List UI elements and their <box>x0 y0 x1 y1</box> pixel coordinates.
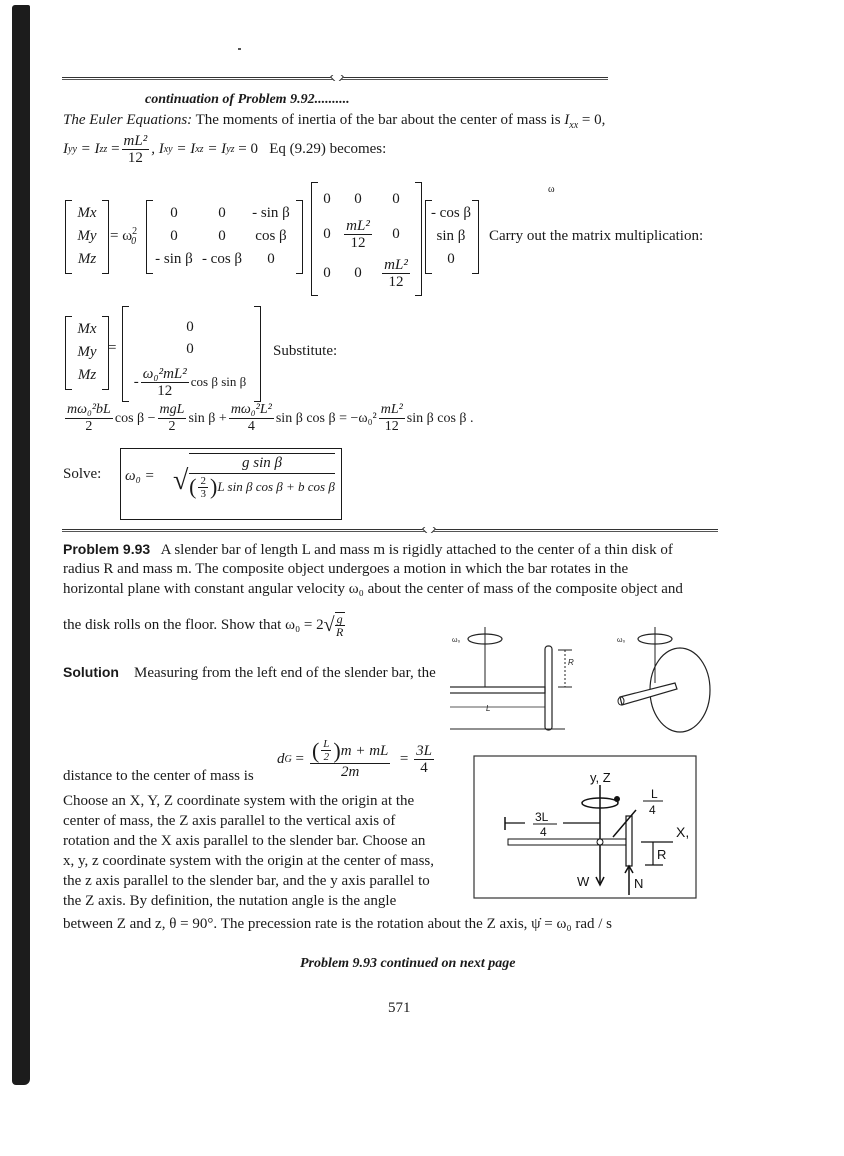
frac-num: mω₀²L² <box>230 402 272 417</box>
zero-tail: = 0 <box>238 141 258 157</box>
cm-equals: = <box>295 750 304 767</box>
omega-cell: - sin β <box>252 205 290 221</box>
half-length <box>321 738 331 763</box>
inertia-cell: 0 <box>323 225 331 242</box>
inertia-cell-fraction <box>382 257 410 290</box>
cm-denominator: 2m <box>340 764 360 780</box>
direction-vector <box>430 202 472 271</box>
sqrt-icon: √ <box>323 613 335 636</box>
direction-cell: - cos β <box>430 205 472 221</box>
cm-result <box>414 743 434 776</box>
cm-equation <box>277 738 436 780</box>
frac-den: 12 <box>388 273 404 290</box>
dist-den: 4 <box>540 825 547 839</box>
normal-label: N <box>634 876 644 891</box>
cm-equals-2: = <box>399 750 409 767</box>
problem-line-1 <box>63 541 673 559</box>
problem-line-3: horizontal plane with constant angular velocity ω₀ about the center of mass of the composite object and <box>63 581 683 597</box>
disk-edge <box>545 646 552 730</box>
cm-symbol: d <box>277 750 285 767</box>
cm-fraction: ( $\frac{L}{2}$ ) m + mL 2m <box>311 737 389 780</box>
moment-y: My <box>77 344 97 360</box>
moment-z: Mz <box>77 367 97 383</box>
section-divider-top <box>62 75 608 81</box>
free-body-diagram <box>473 755 698 900</box>
dist-num: 3L <box>535 810 549 824</box>
result-fraction <box>141 366 189 399</box>
result-vector <box>126 316 254 404</box>
moment-y: My <box>77 228 97 244</box>
frac-num: 2 <box>200 474 206 487</box>
slender-bar <box>508 839 626 845</box>
sub-term-4-tail: sin β cos β . <box>406 410 474 426</box>
ixz-symbol: = I <box>176 141 196 157</box>
omega-cell: 0 <box>218 205 226 221</box>
omega-cell: 0 <box>170 205 178 221</box>
cm-subscript: G <box>284 753 292 765</box>
problem-label: Problem 9.93 <box>63 541 151 557</box>
para-line: x, y, z coordinate system with the origin at the center of mass, <box>63 853 435 869</box>
iyy-symbol: I <box>63 141 68 157</box>
omega-coefficient <box>110 226 136 247</box>
frac-den: R <box>335 625 344 639</box>
slender-bar <box>450 687 545 693</box>
continued-note: Problem 9.93 continued on next page <box>300 956 516 971</box>
two-thirds <box>198 475 208 500</box>
frac-den: 12 <box>384 419 399 434</box>
iso-view-figure <box>615 625 725 735</box>
omega-cell: cos β <box>255 228 287 244</box>
length-label: L <box>486 704 491 713</box>
axis-yz-label: y, Z <box>590 770 611 785</box>
ixx-symbol: I <box>564 112 570 128</box>
result-tail: cos β sin β <box>190 374 247 389</box>
euler-intro-line <box>63 112 605 131</box>
omega-cell: 0 <box>218 228 226 244</box>
frac-den: 12 <box>157 382 173 399</box>
result-cell: 0 <box>186 318 194 335</box>
inertia-line: I yy = I zz = $\frac{\text{mL²}}{12}$ , I xy = I xz = I yz = 0 Eq (9.29) becomes: <box>63 133 387 166</box>
para-line: the Z axis. By definition, the nutation angle is the angle <box>63 893 397 909</box>
frac-num: mL² <box>384 256 408 273</box>
problem-text: A slender bar of length L and mass m is rigidly attached to the center of a thin disk of <box>160 542 673 558</box>
ixz-subscript: xz <box>195 144 204 155</box>
scan-edge-shadow <box>12 5 30 1085</box>
moment-x: Mx <box>77 321 97 337</box>
frac-num: mL² <box>380 402 403 417</box>
substitute-text: Substitute: <box>273 343 338 359</box>
stray-mark: ω <box>548 184 555 195</box>
cm-text: distance to the center of mass is <box>63 768 254 784</box>
side-view-figure <box>450 625 590 735</box>
ixy-symbol: , I <box>151 141 164 157</box>
omega-label: ω₀ <box>452 637 461 644</box>
carry-out-text: Carry out the matrix multiplication: <box>489 228 704 244</box>
sub-term-1 <box>65 402 113 435</box>
inertia-numerator: mL² <box>123 133 148 149</box>
frac-num: L <box>323 738 330 750</box>
ixy-subscript: xy <box>163 144 173 155</box>
direction-cell: 0 <box>447 251 455 267</box>
moment-z: Mz <box>77 251 97 267</box>
inertia-cell: 0 <box>354 190 362 207</box>
frac-den: 2 <box>85 419 93 434</box>
inertia-fraction <box>122 133 150 166</box>
frac-num: ω₀²mL² <box>142 365 187 382</box>
disk-den: 4 <box>649 803 656 817</box>
solution-text: Measuring from the left end of the slender bar, the <box>134 665 436 681</box>
disk-num: L <box>651 787 658 801</box>
inertia-cell-fraction <box>344 218 372 251</box>
omega-cell: - sin β <box>155 251 193 267</box>
inertia-cell: 0 <box>354 264 362 281</box>
sub-term-3-tail: sin β cos β = −ω₀² <box>275 410 377 426</box>
precession-line: between Z and z, θ = 90°. The precession rate is the rotation about the Z axis, ψ̇ = ω₀ rad / s <box>63 916 613 932</box>
problem-line-2: radius R and mass m. The composite object undergoes a motion in which the bar rotates in the <box>63 561 629 577</box>
result-cell: 0 <box>186 340 194 357</box>
frac-den: 4 <box>247 419 255 434</box>
sub-term-1-tail: cos β − <box>114 410 156 426</box>
ixx-subscript: xx <box>569 120 579 131</box>
show-that-text: the disk rolls on the floor. Show that ω₀ = 2 <box>63 616 324 633</box>
solve-label: Solve: <box>63 466 102 482</box>
frac-num: 3L <box>416 742 432 759</box>
para-line: Choose an X, Y, Z coordinate system with the origin at the <box>63 793 415 809</box>
cm-numerator-tail: m + mL <box>340 742 389 759</box>
radius-label: R <box>568 658 574 667</box>
iyz-subscript: yz <box>226 144 235 155</box>
axis-x-label: X, <box>676 824 690 840</box>
sub-term-4 <box>379 402 405 435</box>
solution-label: Solution <box>63 664 119 680</box>
frac-num: g <box>336 612 343 626</box>
euler-text: The moments of inertia of the bar about the center of mass is <box>195 112 561 128</box>
inertia-denominator: 12 <box>127 150 143 166</box>
izz-symbol: = I <box>80 141 100 157</box>
direction-cell: sin β <box>436 228 466 244</box>
omega-matrix <box>150 202 296 271</box>
iyz-symbol: = I <box>207 141 227 157</box>
frac-den: 4 <box>420 759 428 776</box>
sqrt-icon: √ <box>173 465 189 496</box>
sub-term-2-tail: sin β + <box>188 410 227 426</box>
disk-edge <box>626 816 632 866</box>
solve-denominator-tail: L sin β cos β + b cos β <box>217 479 335 494</box>
slender-bar <box>620 683 677 705</box>
radius-label: R <box>657 847 667 862</box>
frac-den: 12 <box>350 234 366 251</box>
para-line: the z axis parallel to the slender bar, and the y axis parallel to <box>63 873 430 889</box>
iyy-subscript: yy <box>68 144 77 155</box>
inertia-cell: 0 <box>392 190 400 207</box>
center-of-mass-icon <box>597 839 603 845</box>
omega-cell: 0 <box>267 251 275 267</box>
omega-label: ω₀ <box>617 637 626 644</box>
frac-num: mω₀²bL <box>67 402 111 417</box>
sub-term-2 <box>158 402 187 435</box>
frac-den: 2 <box>323 751 330 763</box>
solve-lhs: ω₀ = <box>125 468 155 484</box>
inertia-cell: 0 <box>323 264 331 281</box>
omega-power: 2 <box>132 226 138 237</box>
arrow-head-icon <box>614 796 620 802</box>
problem-line-4 <box>63 612 347 638</box>
frac-num: mL² <box>346 217 370 234</box>
section-divider-mid <box>62 527 718 533</box>
omega-cell: - cos β <box>201 251 243 267</box>
para-line: center of mass, the Z axis parallel to the vertical axis of <box>63 813 396 829</box>
omega-cell: 0 <box>170 228 178 244</box>
substitution-equation <box>63 402 474 435</box>
result-minus: - <box>133 373 139 390</box>
omega-subscript: 0 <box>131 236 137 247</box>
page-number: 571 <box>388 1000 411 1016</box>
inertia-cell: 0 <box>323 190 331 207</box>
omega-symbol: = ω <box>110 228 133 244</box>
weight-label: W <box>577 874 590 889</box>
moment-vector <box>72 318 102 387</box>
frac-num: mgL <box>159 402 185 417</box>
continuation-heading: continuation of Problem 9.92.......... <box>145 92 350 107</box>
solve-fraction: g sin β ( $\frac{2}{3}$ ) L sin β cos β + b cos β <box>189 455 335 500</box>
euler-label: The Euler Equations: <box>63 112 193 128</box>
para-line: rotation and the X axis parallel to the slender bar. Choose an <box>63 833 426 849</box>
inertia-cell: 0 <box>392 225 400 242</box>
solution-box <box>120 448 342 520</box>
inertia-matrix <box>316 184 414 292</box>
solution-line-1 <box>63 664 436 682</box>
izz-subscript: zz <box>99 144 108 155</box>
scan-speck <box>238 48 241 50</box>
show-fraction <box>335 612 345 638</box>
ixx-value: = 0, <box>581 112 606 128</box>
frac-den: 3 <box>200 487 206 500</box>
moment-vector <box>72 202 102 271</box>
frac-den: 2 <box>168 419 176 434</box>
equation-reference: Eq (9.29) becomes: <box>269 141 387 157</box>
solve-numerator: g sin β <box>189 454 335 474</box>
sub-term-3 <box>229 402 274 435</box>
moment-x: Mx <box>77 205 97 221</box>
